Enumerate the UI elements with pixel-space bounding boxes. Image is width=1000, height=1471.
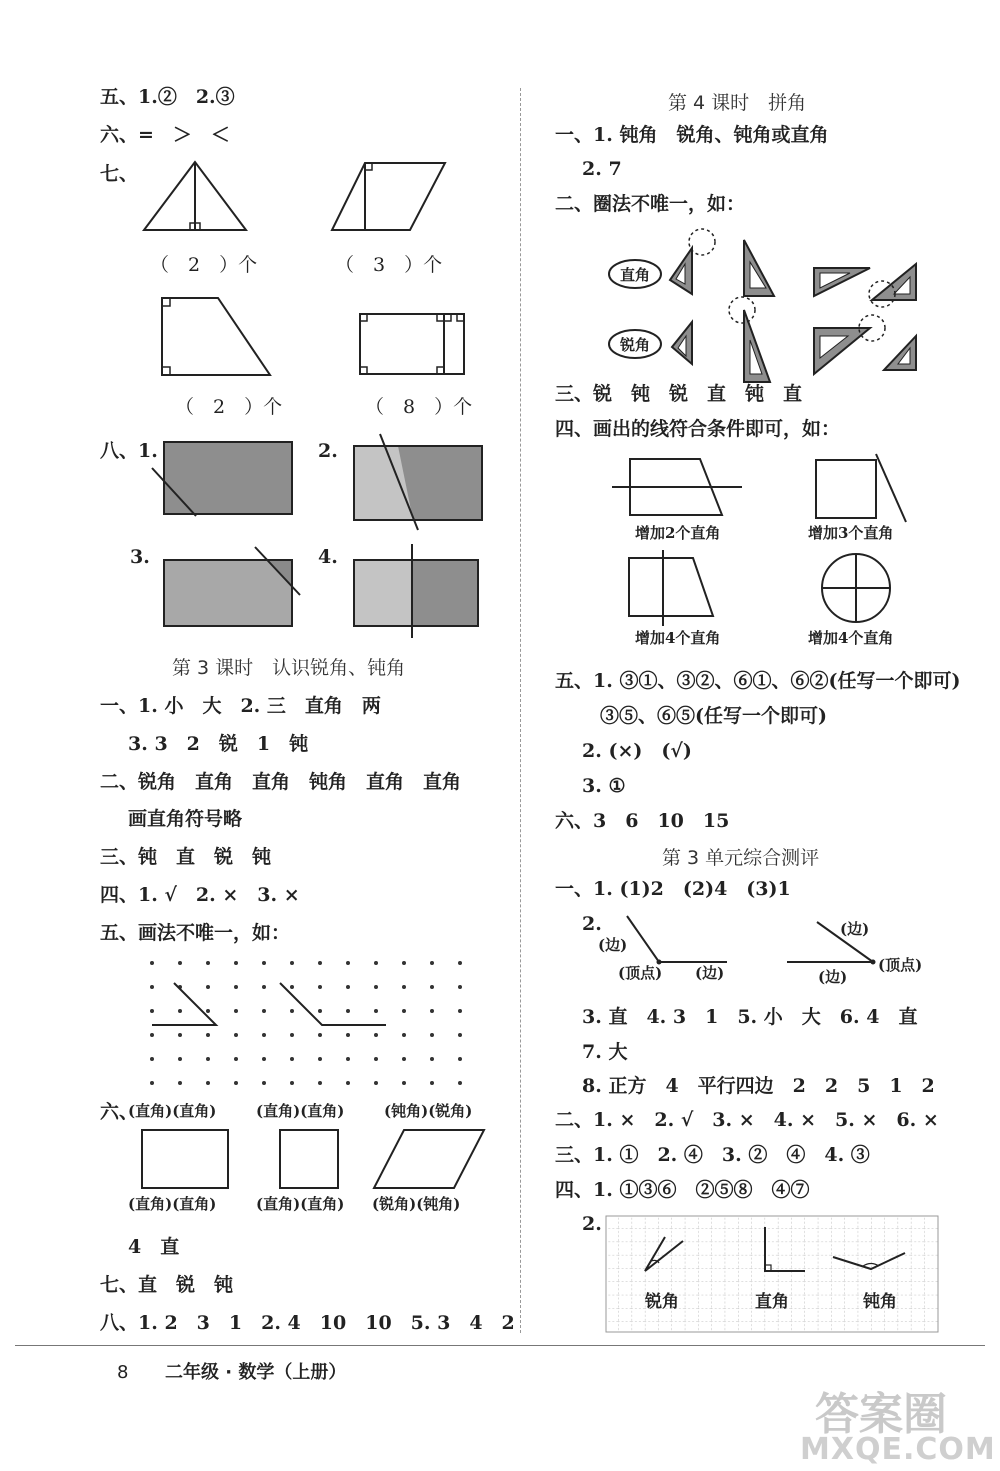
grid-dot xyxy=(430,1081,434,1085)
watermark-logo: 答案圈 xyxy=(815,1389,947,1440)
set-square-figure xyxy=(600,222,930,392)
grid-dot xyxy=(206,1033,210,1037)
grid-dot xyxy=(150,1009,154,1013)
unit-test-title: 第 3 单元综合测评 xyxy=(662,847,820,869)
grid-dot xyxy=(346,1033,350,1037)
unit-answer-4-2-label: 2. xyxy=(582,1213,602,1235)
cut-rectangle-3 xyxy=(160,545,305,630)
grid-dot xyxy=(290,1033,294,1037)
grid-dot xyxy=(318,1057,322,1061)
grid-dot xyxy=(262,1057,266,1061)
grid-dot xyxy=(150,985,154,989)
cut-rectangle-2 xyxy=(350,432,490,532)
l4-answer-5: 五、1. ③①、③②、⑥①、⑥②(任写一个即可) xyxy=(555,670,961,692)
book-title: 二年级 · 数学（上册） xyxy=(165,1362,347,1383)
label-right-angle: 直角 xyxy=(619,266,651,284)
trapezoid-vertical-line xyxy=(625,548,735,628)
edge-label-3: (边) xyxy=(840,920,870,938)
grid-dot xyxy=(262,1009,266,1013)
grid-dot xyxy=(374,985,378,989)
grid-dot xyxy=(150,961,154,965)
grid-dot xyxy=(430,1033,434,1037)
column-divider xyxy=(520,88,521,1333)
unit-answer-4: 四、1. ①③⑥ ②⑤⑧ ④⑦ xyxy=(555,1179,810,1201)
grid-dot xyxy=(234,1081,238,1085)
unit-answer-2: 二、1. × 2. √ 3. × 4. × 5. × 6. × xyxy=(555,1109,939,1131)
l4-answer-3: 三、锐 钝 锐 直 钝 直 xyxy=(555,383,803,405)
grid-dot xyxy=(206,1057,210,1061)
grid-dot xyxy=(346,1057,350,1061)
l3-answer-2: 二、锐角 直角 直角 钝角 直角 直角 xyxy=(100,771,462,793)
grid-dot xyxy=(234,961,238,965)
grid-dot xyxy=(150,1081,154,1085)
grid-dot xyxy=(290,1009,294,1013)
caption-rectangle: （ 8 ）个 xyxy=(365,396,473,418)
grid-dot xyxy=(402,1057,406,1061)
grid-dot xyxy=(178,1057,182,1061)
l3-answer-1b: 3. 3 2 锐 1 钝 xyxy=(128,733,309,755)
edge-label-1: (边) xyxy=(598,936,628,954)
l4-answer-5d: 3. ① xyxy=(582,775,626,797)
added-angles-2: 增加3个直角 xyxy=(808,524,894,542)
unit-answer-1-8: 8. 正方 4 平行四边 2 2 5 1 2 xyxy=(582,1075,935,1097)
vertex-label-2: (顶点) xyxy=(878,956,923,974)
grid-dot xyxy=(234,985,238,989)
trapezoid-horizontal-line xyxy=(610,455,750,520)
circle-cross-lines xyxy=(812,548,902,628)
l3-answer-6c: 4 直 xyxy=(128,1236,180,1258)
cut-rectangle-1 xyxy=(150,440,300,520)
angle-label-bottom-3: (锐角)(钝角) xyxy=(372,1195,461,1213)
caption-parallelogram: （ 3 ）个 xyxy=(335,254,443,276)
grid-dot xyxy=(318,1081,322,1085)
grid-dot xyxy=(458,1009,462,1013)
grid-dot xyxy=(402,961,406,965)
grid-dot xyxy=(430,985,434,989)
grid-dot xyxy=(402,985,406,989)
l4-answer-2: 二、圈法不唯一，如： xyxy=(555,193,746,215)
answer-6: 六、= ＞ ＜ xyxy=(100,124,230,146)
l3-answer-1: 一、1. 小 大 2. 三 直角 两 xyxy=(100,695,381,717)
l4-answer-1: 一、1. 钝角 锐角、钝角或直角 xyxy=(555,124,829,146)
grid-dot xyxy=(374,1081,378,1085)
added-angles-1: 增加2个直角 xyxy=(635,524,721,542)
edge-label-4: (边) xyxy=(818,968,848,986)
grid-dot xyxy=(374,1033,378,1037)
grid-dot xyxy=(290,961,294,965)
grid-dot xyxy=(346,961,350,965)
grid-dot xyxy=(374,1009,378,1013)
l3-answer-3: 三、钝 直 锐 钝 xyxy=(100,846,272,868)
lesson4-title: 第 4 课时 拼角 xyxy=(668,92,807,114)
grid-dot xyxy=(178,1009,182,1013)
grid-dot xyxy=(374,1057,378,1061)
l4-answer-5b: ③⑤、⑥⑤(任写一个即可) xyxy=(600,705,827,727)
grid-caption-acute: 锐角 xyxy=(645,1292,679,1312)
grid-dot xyxy=(318,1009,322,1013)
angle-label-bottom-2: (直角)(直角) xyxy=(256,1195,345,1213)
caption-trapezoid: （ 2 ）个 xyxy=(175,396,283,418)
answer-8-1-label: 八、1. xyxy=(100,440,158,462)
answer-8-3-label: 3. xyxy=(130,546,150,568)
answer-8-4-label: 4. xyxy=(318,546,338,568)
l3-answer-2b: 画直角符号略 xyxy=(128,808,243,830)
grid-dot xyxy=(290,985,294,989)
grid-dot xyxy=(290,1057,294,1061)
added-angles-3: 增加4个直角 xyxy=(635,629,721,647)
grid-dot xyxy=(178,1033,182,1037)
l4-answer-1b: 2. 7 xyxy=(582,158,622,180)
grid-dot xyxy=(262,961,266,965)
grid-dot xyxy=(402,1081,406,1085)
l3-answer-6-label: 六、 xyxy=(100,1101,139,1123)
grid-caption-right: 直角 xyxy=(755,1292,789,1312)
grid-dot xyxy=(178,1081,182,1085)
cut-rectangle-4 xyxy=(350,542,490,642)
shape-parallelogram xyxy=(372,1128,487,1190)
angle-label-bottom-1: (直角)(直角) xyxy=(128,1195,217,1213)
grid-dot xyxy=(150,1033,154,1037)
grid-dot xyxy=(262,1081,266,1085)
triangle-figure xyxy=(140,160,250,235)
angle-label-top-3: (钝角)(锐角) xyxy=(384,1102,473,1120)
grid-dot xyxy=(402,1009,406,1013)
edge-label-2: (边) xyxy=(695,964,725,982)
l4-answer-5c: 2. (×) (√) xyxy=(582,740,692,762)
grid-dot xyxy=(178,961,182,965)
unit-answer-3: 三、1. ① 2. ④ 3. ② ④ 4. ③ xyxy=(555,1144,870,1166)
answer-5: 五、1.② 2.③ xyxy=(100,86,235,108)
label-acute-angle: 锐角 xyxy=(619,336,651,354)
grid-dot xyxy=(458,1081,462,1085)
grid-dot xyxy=(290,1081,294,1085)
angle-grid-figure xyxy=(605,1215,940,1335)
unit-answer-1-2-label: 2. xyxy=(582,913,602,935)
grid-dot xyxy=(206,1081,210,1085)
grid-dot xyxy=(346,985,350,989)
square-diagonal-line xyxy=(812,452,922,524)
caption-triangle: （ 2 ）个 xyxy=(150,254,258,276)
page-number: 8 xyxy=(117,1362,129,1383)
grid-dot xyxy=(318,1033,322,1037)
grid-dot xyxy=(346,1009,350,1013)
shape-rectangle xyxy=(140,1128,230,1190)
unit-answer-1: 一、1. (1)2 (2)4 (3)1 xyxy=(555,878,791,900)
answer-8-2-label: 2. xyxy=(318,440,338,462)
angle-label-top-1: (直角)(直角) xyxy=(128,1102,217,1120)
lesson3-title: 第 3 课时 认识锐角、钝角 xyxy=(172,657,406,679)
rectangle-figure xyxy=(358,312,468,377)
footer-rule xyxy=(15,1345,985,1346)
grid-dot xyxy=(234,1033,238,1037)
added-angles-4: 增加4个直角 xyxy=(808,629,894,647)
grid-dot xyxy=(318,985,322,989)
angle-label-top-2: (直角)(直角) xyxy=(256,1102,345,1120)
grid-dot xyxy=(262,1033,266,1037)
grid-dot xyxy=(374,961,378,965)
parallelogram-figure xyxy=(330,160,450,235)
l4-answer-6: 六、3 6 10 15 xyxy=(555,810,730,832)
grid-dot xyxy=(206,985,210,989)
grid-dot xyxy=(458,1057,462,1061)
l4-answer-4: 四、画出的线符合条件即可，如： xyxy=(555,418,841,440)
grid-dot xyxy=(234,1009,238,1013)
grid-dot xyxy=(458,961,462,965)
l3-answer-8: 八、1. 2 3 1 2. 4 10 10 5. 3 4 2 xyxy=(100,1312,515,1334)
grid-caption-obtuse: 钝角 xyxy=(863,1292,897,1312)
grid-dot xyxy=(318,961,322,965)
vertex-label-1: (顶点) xyxy=(618,964,663,982)
l3-answer-7: 七、直 锐 钝 xyxy=(100,1274,234,1296)
unit-answer-1-3: 3. 直 4. 3 1 5. 小 大 6. 4 直 xyxy=(582,1006,918,1028)
watermark-site: MXQE.COM xyxy=(800,1432,996,1467)
grid-dot xyxy=(206,961,210,965)
unit-answer-1-7: 7. 大 xyxy=(582,1041,628,1063)
grid-dot xyxy=(430,1057,434,1061)
grid-dot xyxy=(262,985,266,989)
grid-dot xyxy=(458,1033,462,1037)
l3-answer-4: 四、1. √ 2. × 3. × xyxy=(100,884,300,906)
grid-dot xyxy=(206,1009,210,1013)
grid-dot xyxy=(150,1057,154,1061)
answer-7-label: 七、 xyxy=(100,163,139,185)
grid-dot xyxy=(402,1033,406,1037)
grid-dot xyxy=(458,985,462,989)
l3-answer-5: 五、画法不唯一，如： xyxy=(100,922,291,944)
grid-dot xyxy=(346,1081,350,1085)
trapezoid-figure xyxy=(160,295,275,380)
dot-grid-figure xyxy=(140,955,480,1095)
grid-dot xyxy=(430,1009,434,1013)
grid-dot xyxy=(234,1057,238,1061)
grid-dot xyxy=(430,961,434,965)
shape-square xyxy=(278,1128,340,1190)
